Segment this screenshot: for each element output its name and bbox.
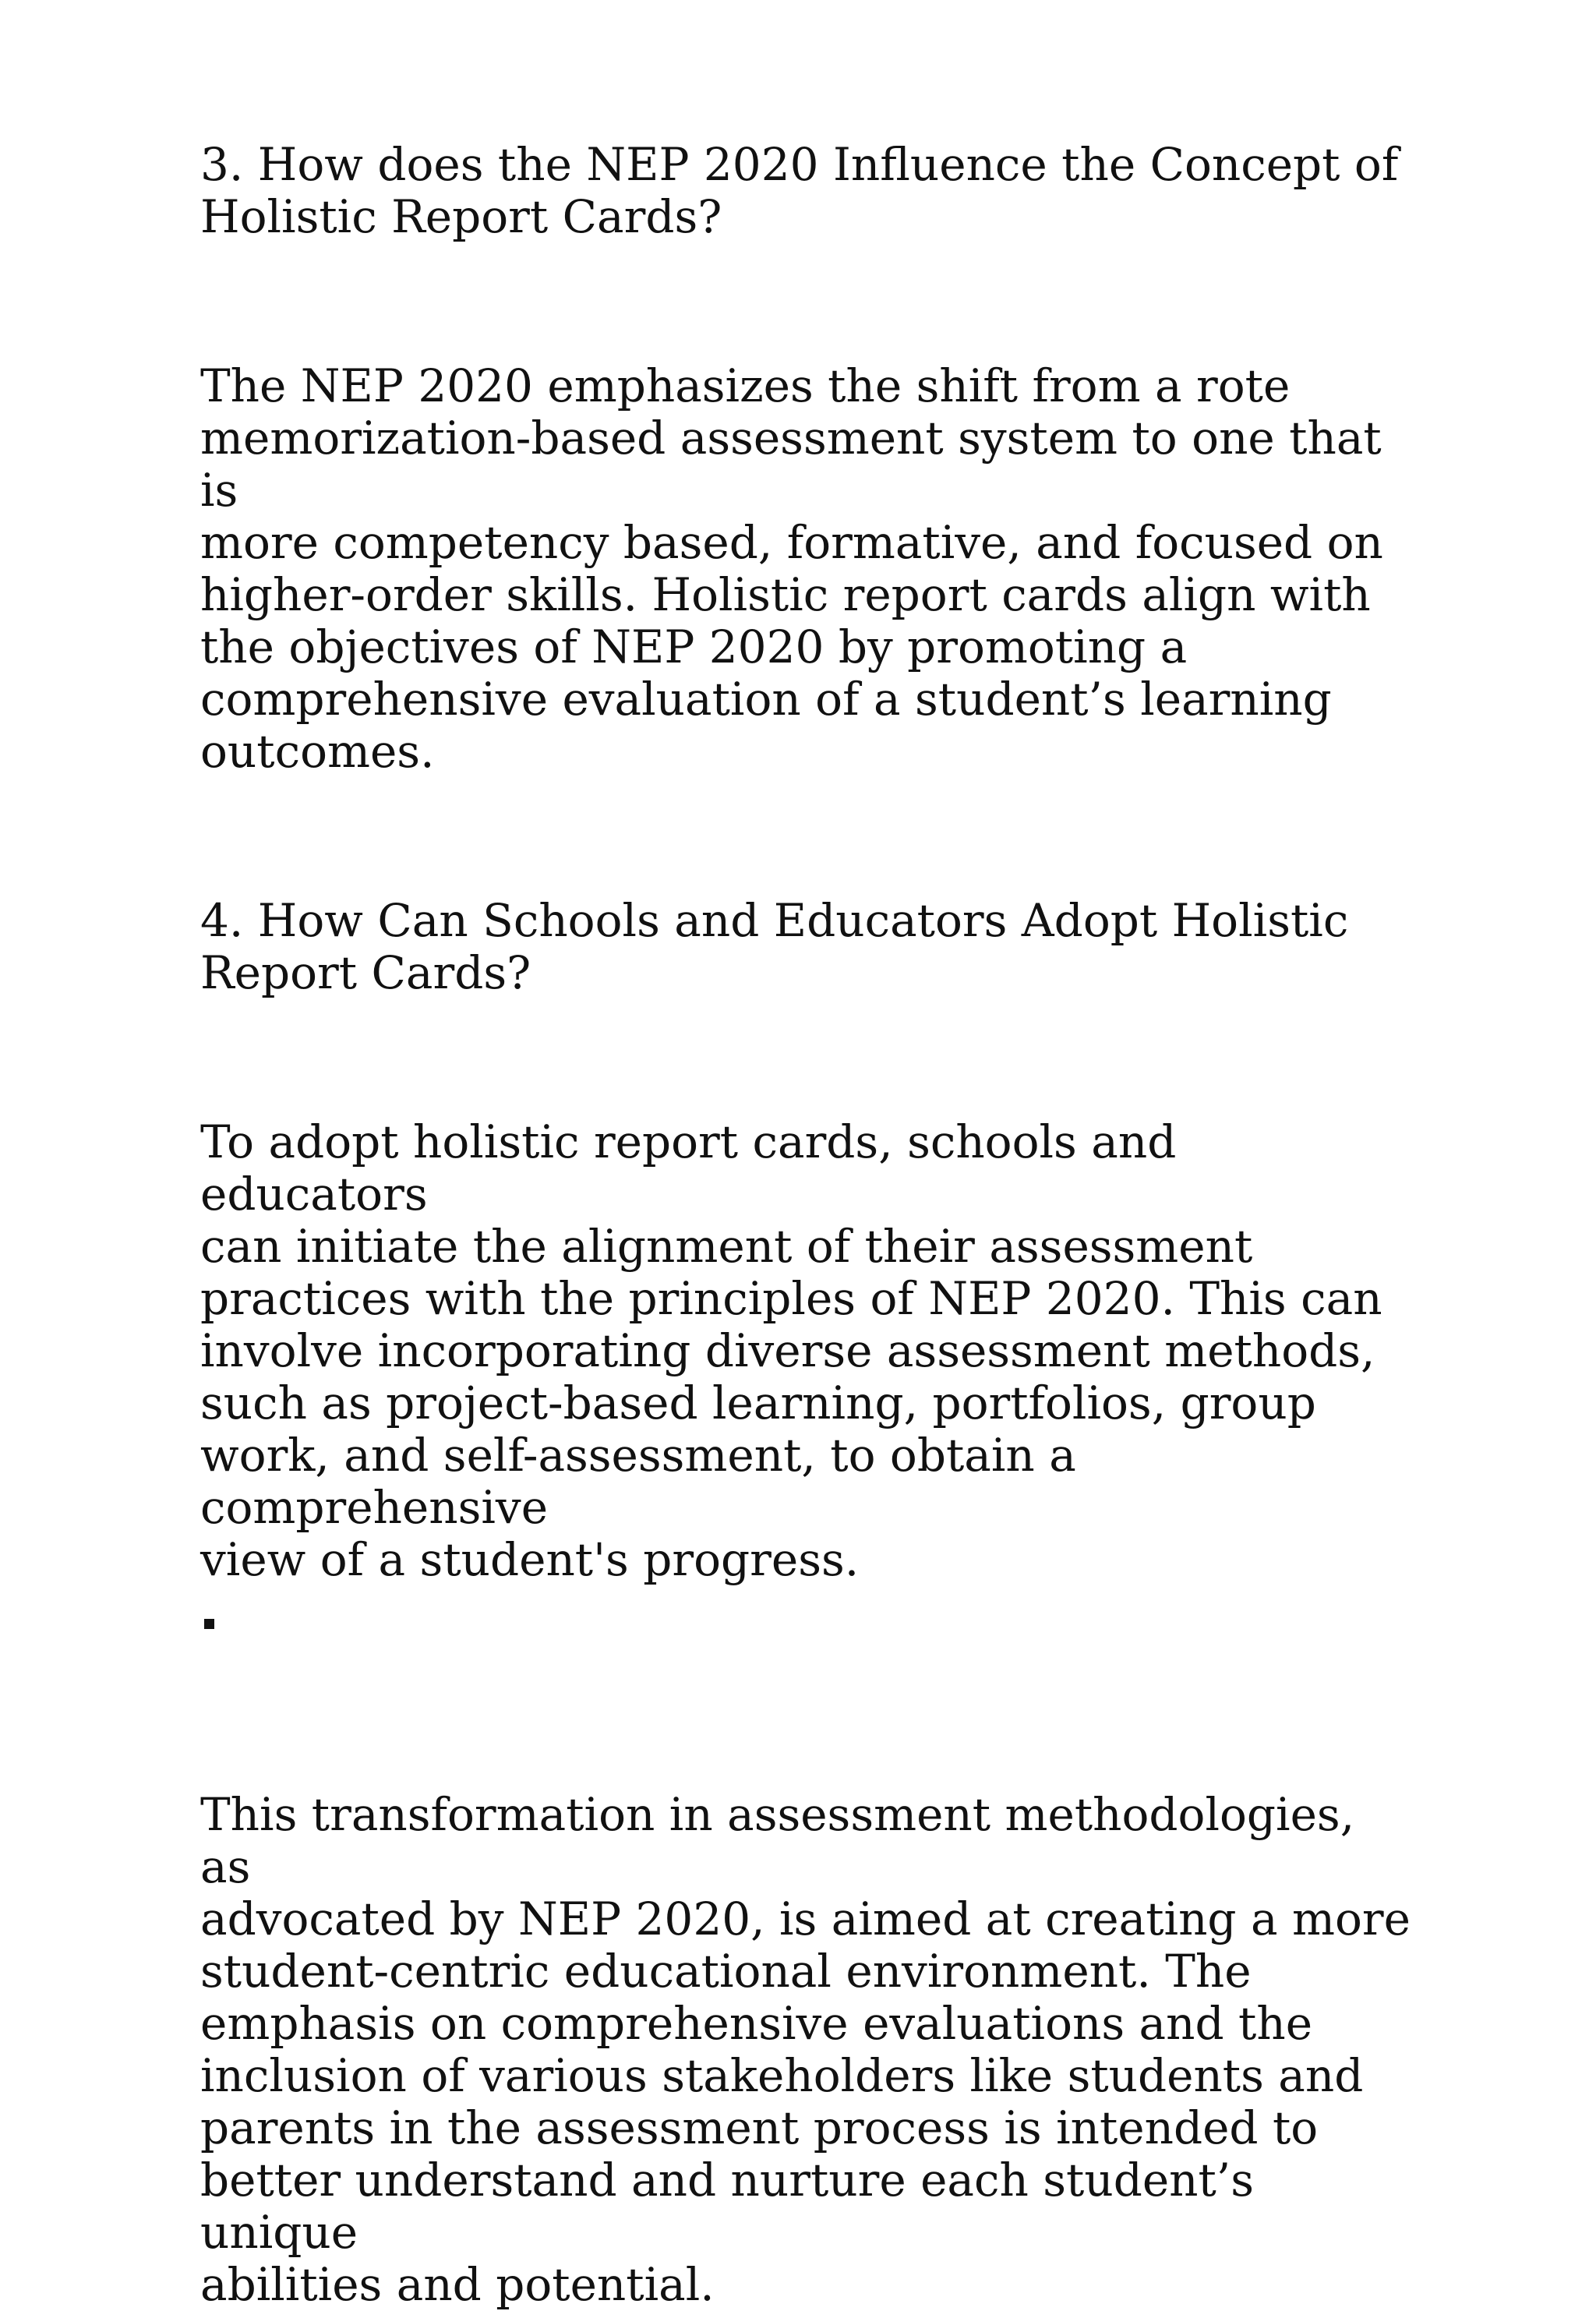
empty-bullet-item (200, 1619, 1416, 1636)
closing-paragraph: This transformation in assessment methodologies, as advocated by NEP 2020, is aimed at creating a more student-centric educational environment. The emphasis on comprehensive evaluations and the inclusion of various stakeholders like students and parents in the assessment process is intended to better understand and nurture each student’s unique abilities and potential. (200, 1788, 1411, 2311)
section-3-paragraph: The NEP 2020 emphasizes the shift from a rote memorization-based assessment system to one that is more competency based, formative, and focused on higher-order skills. Holistic report cards align with the objectives of NEP 2020 by promoting a comprehensive evaluation of a student’s learning outcomes. (200, 359, 1383, 778)
section-4-paragraph: To adopt holistic report cards, schools and educators can initiate the alignment of their assessment practices with the principles of NEP 2020. This can involve incorporating diverse assessment methods, such as project-based learning, portfolios, group work, and self-assessment, to obtain a comprehensive view of a student's progress. (200, 1115, 1382, 1586)
square-bullet-icon (204, 1619, 214, 1629)
section-4-heading: 4. How Can Schools and Educators Adopt Holistic Report Cards? (200, 894, 1349, 999)
section-3-heading: 3. How does the NEP 2020 Influence the Concept of Holistic Report Cards? (200, 138, 1399, 243)
document-page (200, 139, 1416, 2311)
